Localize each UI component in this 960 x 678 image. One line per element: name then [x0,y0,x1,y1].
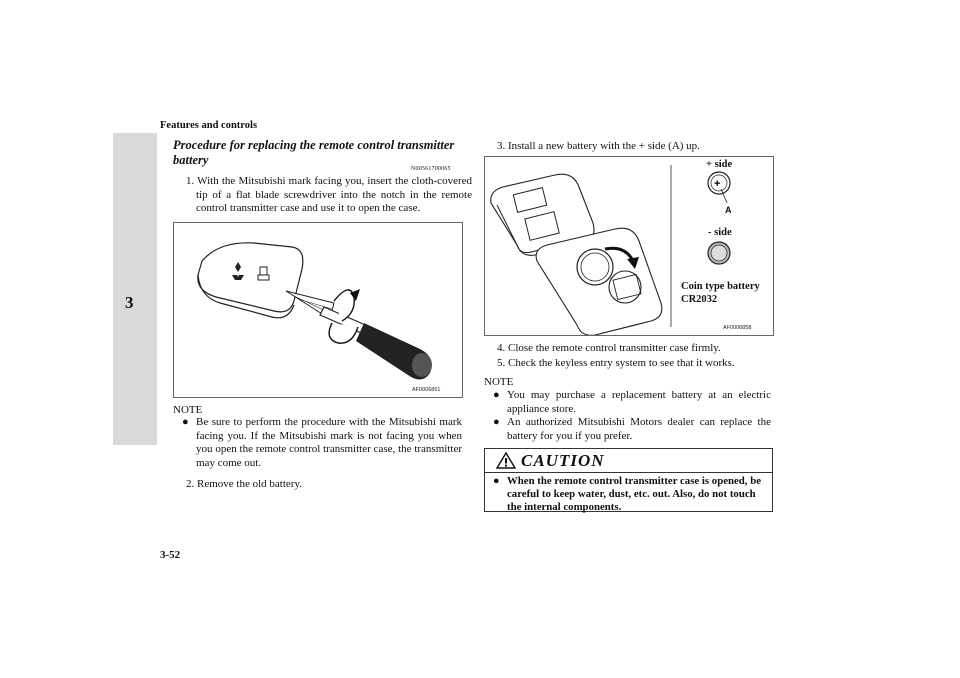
screwdriver-illustration [174,223,462,397]
section-header: Features and controls [160,120,258,131]
figure-1-code: AF0006861 [412,387,441,393]
plus-side-label: + side [706,159,733,170]
note-label-left: NOTE [173,404,203,416]
caution-text-block [485,473,772,514]
step-5: 5. Check the keyless entry system to see that it works. [497,357,735,369]
caution-header [485,449,772,473]
note-label-right: NOTE [484,376,514,388]
chapter-tab-number: 3 [125,293,134,312]
step-4: 4. Close the remote control transmitter case firmly. [497,342,721,354]
procedure-title: Procedure for replacing the remote control transmitter battery [173,138,455,167]
note-list-left [182,416,462,470]
reference-code: N00561700065 [411,166,451,172]
figure-install-battery [484,156,774,336]
battery-model-label: CR2032 [681,294,718,305]
note-list-right [493,389,771,443]
figure-2-code: AF0006858 [723,325,752,331]
label-a: A [725,205,732,215]
caution-title: CAUTION [521,451,605,470]
battery-illustration [485,157,773,335]
caution-box [484,448,773,512]
note-item: ● You may purchase a replacement battery at an electric appliance store. [493,389,771,415]
figure-open-case [173,222,463,398]
bullet-icon: ● [182,416,189,428]
battery-type-label: Coin type battery [681,281,760,292]
bullet-icon: ● [493,389,500,401]
warning-triangle-icon [496,452,516,469]
caution-text: When the remote control transmitter case is opened, be careful to keep water, dust, etc. out. Also, do not touch the internal components. [507,475,761,513]
bullet-icon: ● [493,416,500,428]
note-item: ● Be sure to perform the procedure with the Mitsubishi mark facing you. If the Mitsubishi mark is not facing you when you open the remote control transmitter case, the transmitter may come out. [182,416,462,469]
chapter-tab [113,133,157,445]
step-1: 1. With the Mitsubishi mark facing you, insert the cloth-covered tip of a flat blade screwdriver into the notch in the remote control transmitter case and use it to open the case. [186,175,472,214]
svg-text:+: + [714,178,721,190]
bullet-icon: ● [493,475,500,487]
step-2: 2. Remove the old battery. [186,478,302,490]
minus-side-label: - side [708,227,732,238]
page-number: 3-52 [160,549,181,561]
note-item: ● An authorized Mitsubishi Motors dealer can replace the battery for you if you prefer. [493,416,771,442]
step-3: 3. Install a new battery with the + side (A) up. [497,140,700,152]
